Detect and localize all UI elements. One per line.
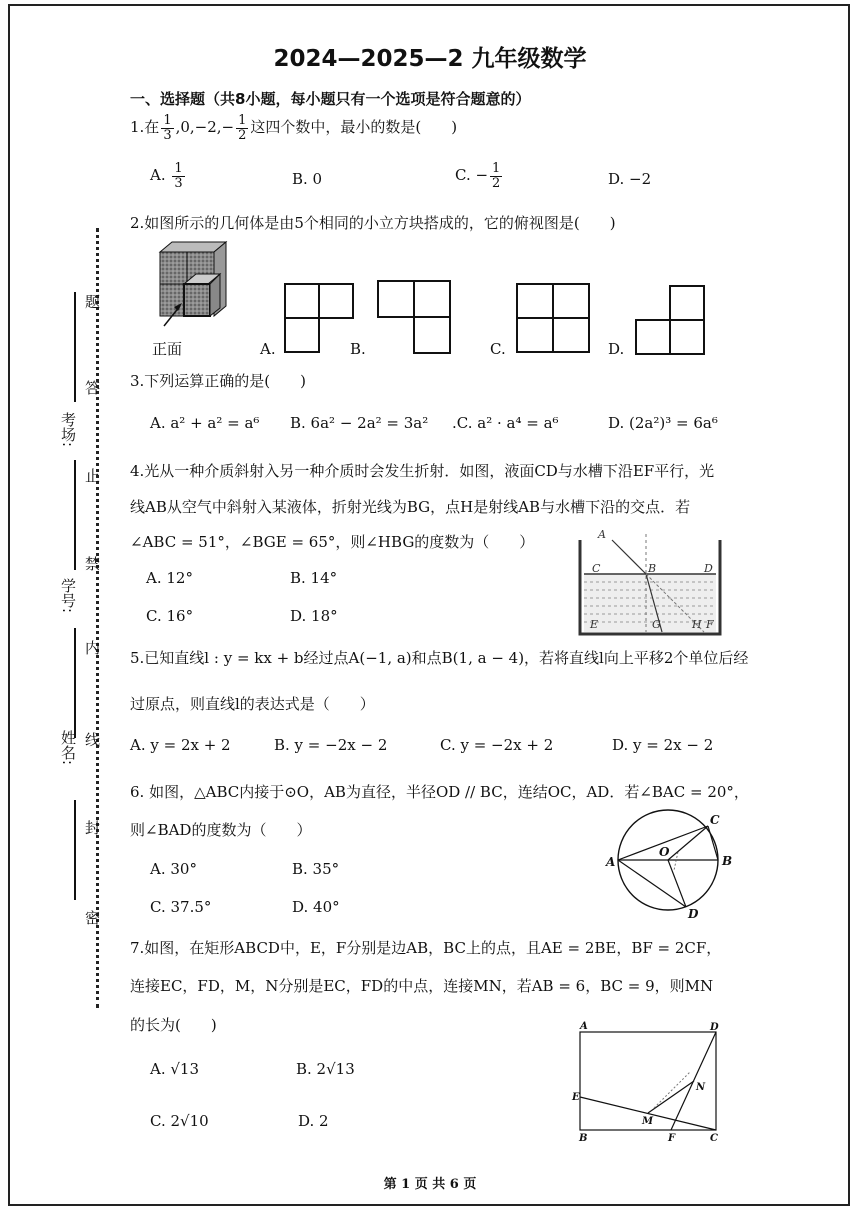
q1-prefix: 1.在: [130, 118, 160, 137]
fig-label: C: [592, 562, 601, 575]
seal-char: 题: [83, 294, 101, 309]
fig-label: C: [710, 1133, 718, 1144]
q6-option-c: C. 37.5°: [150, 898, 212, 916]
q5-option-b: B. y = −2x − 2: [274, 736, 388, 754]
fig-label: C: [710, 813, 720, 827]
seal-char: 止: [83, 468, 101, 483]
q4-option-c: C. 16°: [146, 607, 194, 625]
fig-label: D: [704, 562, 713, 575]
q6-option-a: A. 30°: [150, 860, 197, 878]
q1-option-a: A. $\frac{1}{3}$: [150, 161, 183, 191]
q1-list: ,0,−2,−: [175, 118, 235, 137]
student-id-line: [74, 460, 76, 570]
q5-option-a: A. y = 2x + 2: [130, 736, 231, 754]
seal-char: 密: [83, 910, 101, 925]
q2-solid-figure: [150, 240, 240, 340]
exam-room-field: 考场:: [59, 412, 77, 448]
fig-label: M: [642, 1116, 654, 1127]
q4-option-b: B. 14°: [290, 569, 338, 587]
fig-label: G: [652, 618, 661, 631]
fig-label: O: [659, 845, 670, 859]
q1-fraction: $\frac{1}{2}$: [238, 113, 247, 143]
q3-option-b: B. 6a² − 2a² = 3a²: [290, 414, 429, 432]
q1-option-c: C. − $\frac{1}{2}$: [455, 161, 501, 191]
exam-room-line: [74, 292, 76, 402]
q4-option-a: A. 12°: [146, 569, 193, 587]
q6-line-2: 则∠BAD的度数为（ ）: [130, 821, 312, 839]
section-heading: 一、选择题（共8小题，每小题只有一个选项是符合题意的）: [130, 90, 531, 108]
q7-option-a: A. √13: [150, 1060, 200, 1078]
q1-option-d: D. −2: [608, 170, 652, 188]
q2-option-d-label: D.: [608, 340, 625, 358]
fig-label: F: [668, 1133, 676, 1144]
q2-option-d-figure: [636, 284, 716, 364]
q5-line-2: 过原点，则直线l的表达式是（ ）: [130, 695, 375, 713]
fig-label: D: [710, 1022, 719, 1033]
q6-option-d: D. 40°: [292, 898, 340, 916]
question-2: 2.如图所示的几何体是由5个相同的小立方块搭成的，它的俯视图是( ): [130, 214, 616, 232]
fig-label: D: [688, 907, 699, 921]
fig-label: B: [722, 854, 733, 868]
q1-fraction: $\frac{1}{3}$: [163, 113, 172, 143]
q4-line-3: ∠ABC = 51°，∠BGE = 65°，则∠HBG的度数为（ ）: [130, 533, 535, 551]
q7-line-3: 的长为( ): [130, 1016, 217, 1034]
q5-line-1: 5.已知直线l : y = kx + b经过点A(−1, a)和点B(1, a − 4)，若将直线l向上平移2个单位后经: [130, 649, 749, 667]
name-field: 姓名:: [59, 730, 77, 766]
q2-option-b-label: B.: [350, 340, 366, 358]
q6-option-b: B. 35°: [292, 860, 340, 878]
q7-rectangle-figure: [568, 1020, 728, 1148]
fig-label: N: [696, 1082, 706, 1093]
q5-option-d: D. y = 2x − 2: [612, 736, 714, 754]
fig-label: E: [572, 1092, 580, 1103]
fig-label: B: [648, 562, 657, 575]
seal-char: 线: [83, 732, 101, 747]
q2-option-c-figure: [515, 282, 595, 362]
q2-option-c-label: C.: [490, 340, 506, 358]
seal-char: 内: [83, 640, 101, 655]
q2-option-b-figure: [376, 276, 456, 356]
fig-label: E: [590, 618, 599, 631]
q4-line-1: 4.光从一种介质斜射入另一种介质时会发生折射．如图，液面CD与水槽下沿EF平行，光: [130, 462, 715, 480]
q1-option-b: B. 0: [292, 170, 323, 188]
fig-label: H: [692, 618, 702, 631]
question-3: 3.下列运算正确的是( ): [130, 372, 307, 390]
question-1: [130, 114, 457, 142]
name-line: [74, 628, 76, 738]
q2-option-a-label: A.: [260, 340, 276, 358]
q7-option-d: D. 2: [298, 1112, 329, 1130]
fig-label: A: [606, 855, 616, 869]
page-title: 2024—2025—2 九年级数学: [273, 46, 587, 72]
q5-option-c: C. y = −2x + 2: [440, 736, 554, 754]
q3-option-c: .C. a² · a⁴ = a⁶: [452, 414, 559, 432]
student-id-field: 学号:: [59, 578, 77, 614]
q7-line-1: 7.如图，在矩形ABCD中，E，F分别是边AB，BC上的点，且AE = 2BE，BF = 2CF，: [130, 939, 722, 957]
q4-option-d: D. 18°: [290, 607, 338, 625]
fig-label: B: [579, 1133, 588, 1144]
q7-option-c: C. 2√10: [150, 1112, 209, 1130]
q2-front-label: 正面: [152, 340, 183, 358]
fig-label: F: [706, 618, 714, 631]
dotted-cut-line: [96, 228, 99, 1008]
seal-char: 禁: [83, 556, 101, 571]
q4-water-tank-figure: [576, 524, 728, 640]
q7-option-b: B. 2√13: [296, 1060, 355, 1078]
fig-label: A: [580, 1021, 588, 1032]
q6-circle-figure: [600, 808, 750, 923]
q6-line-1: 6. 如图，△ABC内接于⊙O，AB为直径，半径OD // BC，连结OC，AD．若∠BAC = 20°，: [130, 783, 749, 801]
extra-line: [74, 800, 76, 900]
q3-option-d: D. (2a²)³ = 6a⁶: [608, 414, 718, 432]
q3-option-a: A. a² + a² = a⁶: [150, 414, 260, 432]
seal-char: 答: [83, 380, 101, 395]
fig-label: A: [598, 528, 606, 541]
page-footer: 第 1 页 共 6 页: [383, 1177, 477, 1192]
q4-line-2: 线AB从空气中斜射入某液体，折射光线为BG，点H是射线AB与水槽下沿的交点．若: [130, 498, 691, 516]
q7-line-2: 连接EC，FD，M，N分别是EC，FD的中点，连接MN，若AB = 6，BC = 9，则MN: [130, 977, 714, 995]
q1-suffix: 这四个数中，最小的数是( ): [250, 118, 458, 137]
seal-char: 封: [83, 820, 101, 835]
